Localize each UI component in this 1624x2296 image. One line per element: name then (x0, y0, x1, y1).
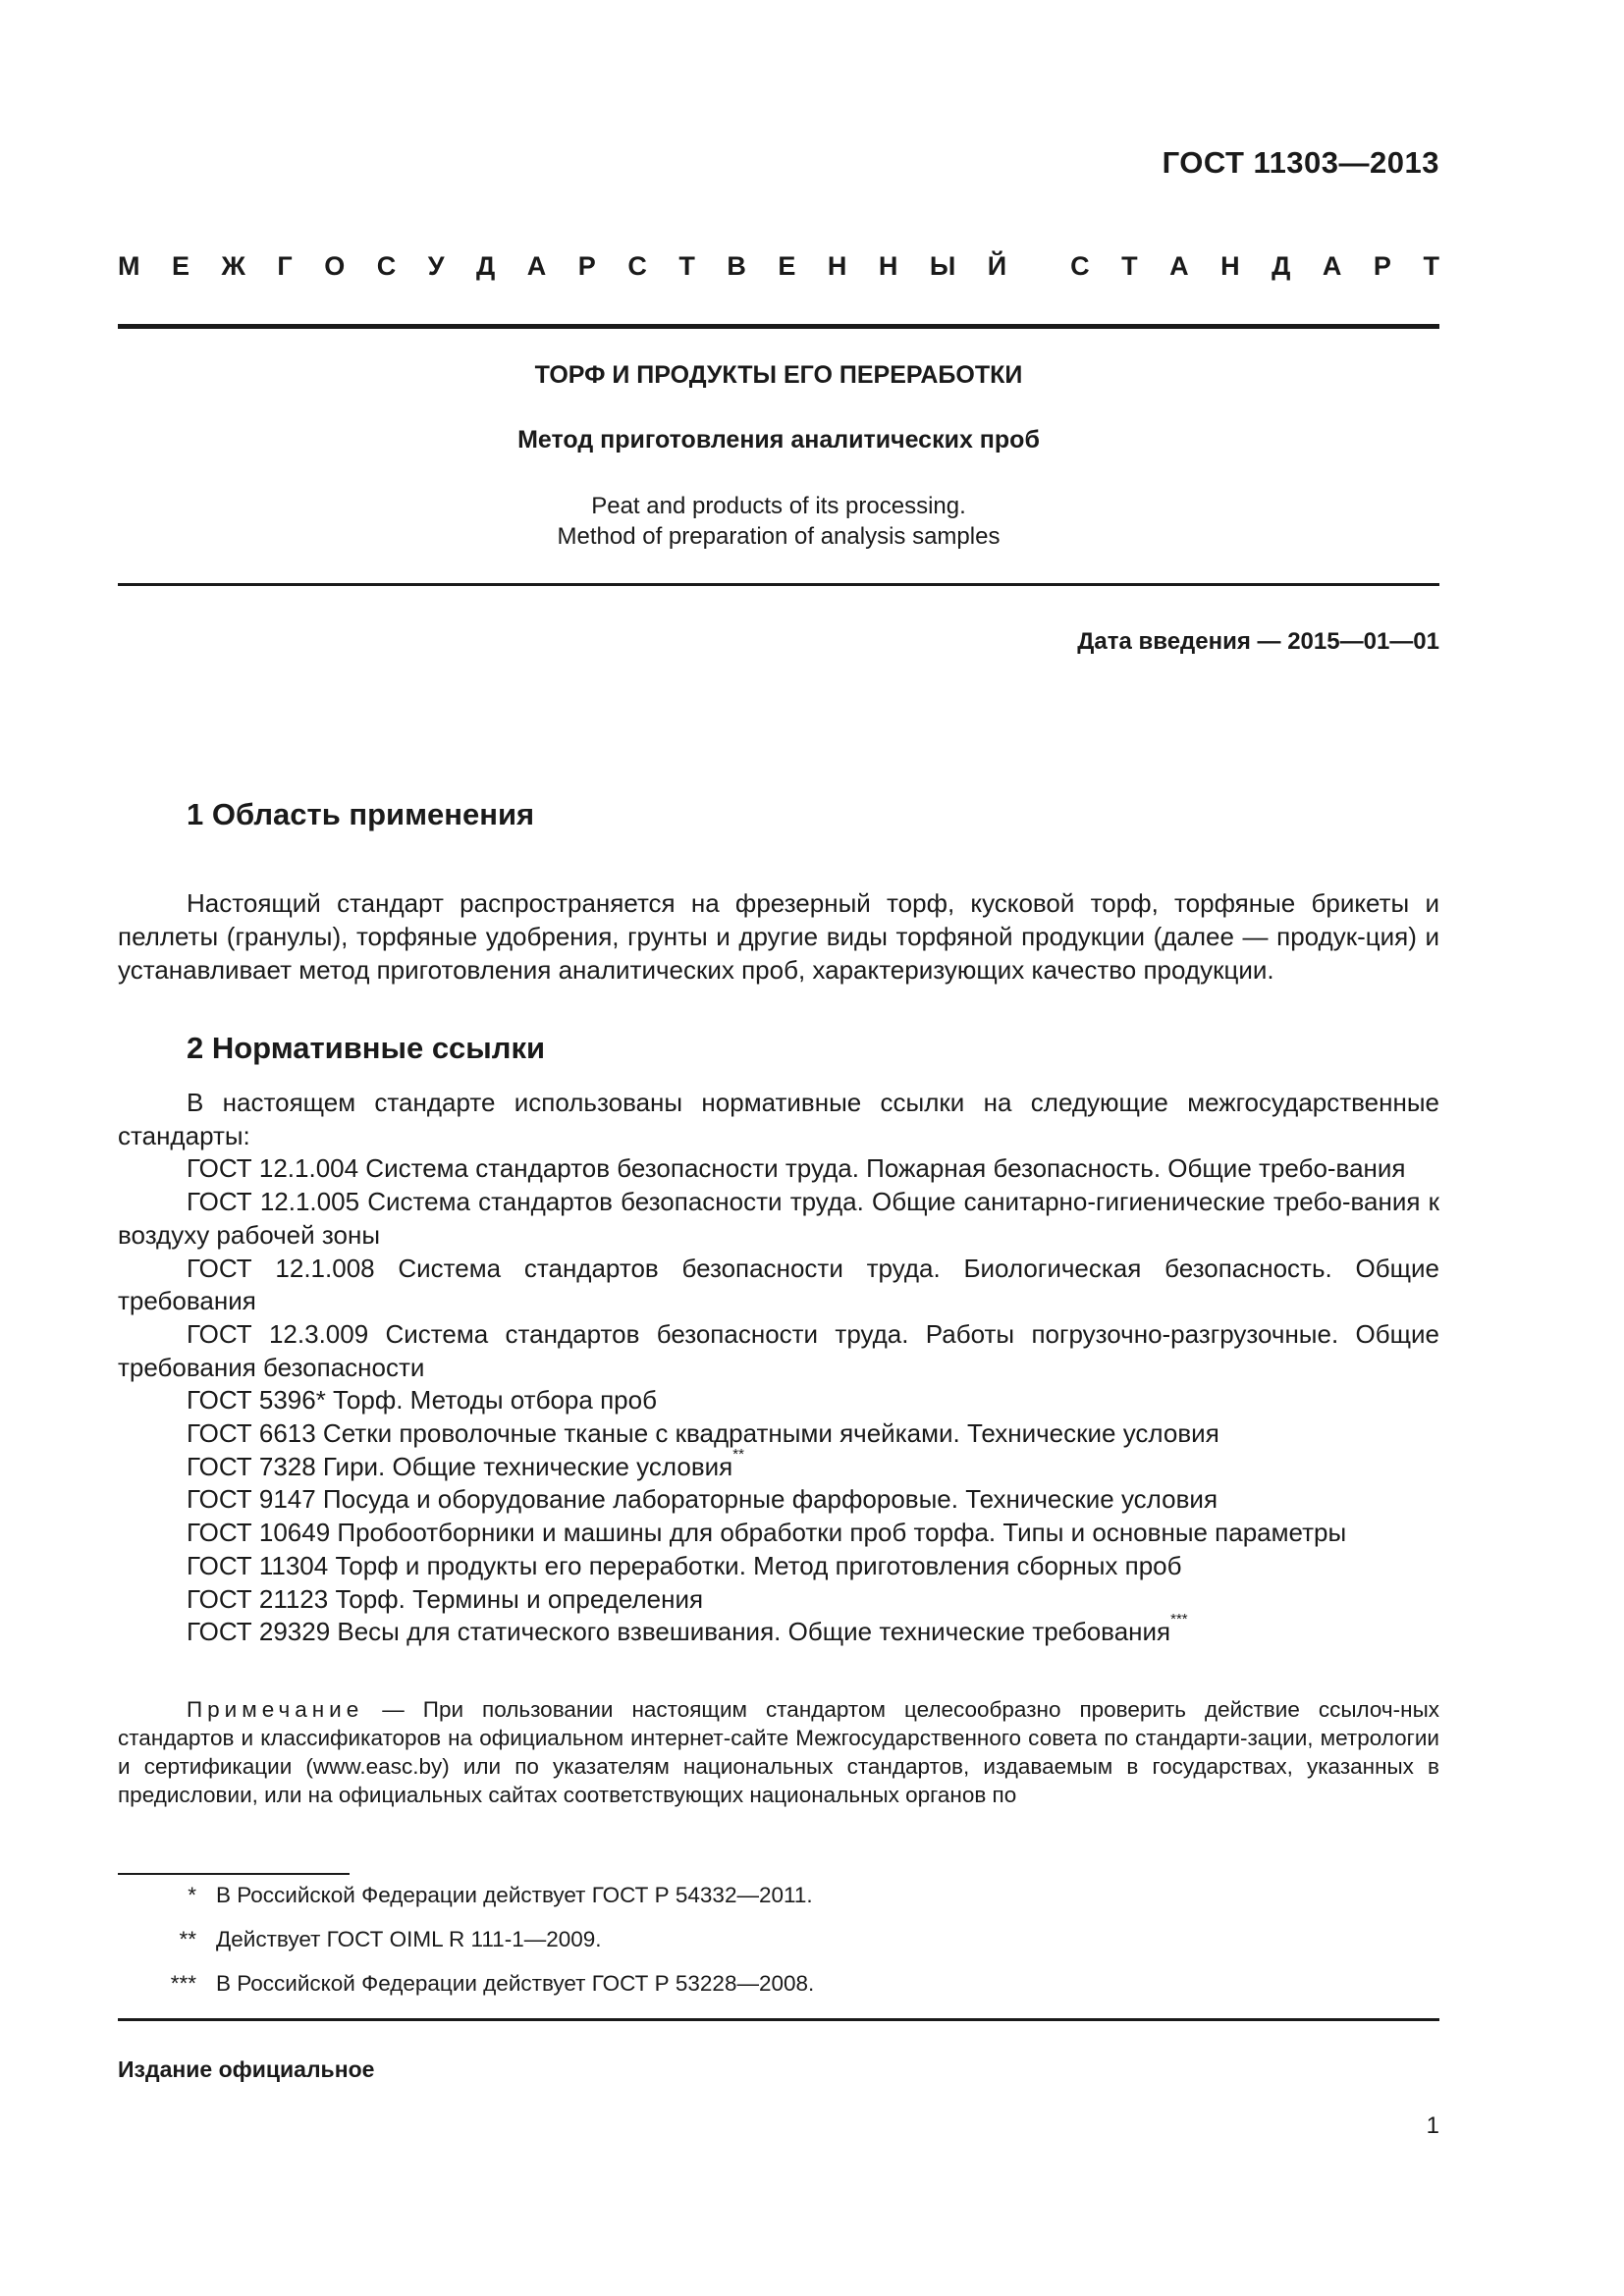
note-paragraph (118, 1695, 1439, 1809)
reference-item (118, 1253, 1439, 1318)
banner-letter: Д (1272, 251, 1291, 281)
document-number: ГОСТ 11303—2013 (1162, 145, 1439, 180)
reference-item (118, 1384, 1439, 1417)
section-1-text-content: Настоящий стандарт распространяется на фрезерный торф, кусковой торф, торфяные брикеты и пеллеты (гранулы), торфяные удобрения, грунты и другие виды торфяной продукции (далее — продук-ция) и устанавливает метод приготовления аналитических проб, характеризующих качество продукции. (118, 888, 1439, 985)
banner-letter: Й (987, 251, 1007, 281)
reference-text: ГОСТ 10649 Пробоотборники и машины для обработки проб торфа. Типы и основные параметры (187, 1518, 1347, 1548)
reference-text: ГОСТ 11304 Торф и продукты его переработки. Метод приготовления сборных проб (187, 1550, 1182, 1580)
banner-letter: Ж (221, 251, 245, 281)
banner-letter: А (1322, 251, 1342, 281)
banner-letter: А (1169, 251, 1189, 281)
section-2-heading: 2 Нормативные ссылки (187, 1031, 546, 1065)
reference-text: ГОСТ 12.1.004 Система стандартов безопасности труда. Пожарная безопасность. Общие требо-вания (187, 1153, 1406, 1184)
reference-text: ГОСТ 6613 Сетки проволочные тканые с квадратными ячейками. Технические условия (187, 1418, 1219, 1449)
title-russian: ТОРФ И ПРОДУКТЫ ЕГО ПЕРЕРАБОТКИ (534, 361, 1023, 389)
footnote-marker: ** (732, 1445, 744, 1463)
banner-letter: Е (172, 251, 190, 281)
reference-item (118, 1483, 1439, 1517)
banner-letter: А (526, 251, 547, 281)
reference-item (118, 1186, 1439, 1252)
reference-item (118, 1445, 1439, 1484)
reference-item (118, 1417, 1439, 1451)
footnote-text: Действует ГОСТ OIML R 111-1—2009. (216, 1927, 602, 1951)
references-intro: В настоящем стандарте использованы нормативные ссылки на следующие межгосударственные стандарты: (118, 1088, 1439, 1150)
banner-letter: Т (678, 251, 695, 281)
introduction-date: Дата введения — 2015—01—01 (1077, 628, 1439, 655)
footnote-mark: ** (179, 1927, 196, 1951)
normative-references (118, 1087, 1439, 1649)
banner-letter: Н (827, 251, 847, 281)
header-rule (118, 324, 1439, 329)
footnote-mark: *** (170, 1971, 196, 1996)
banner-letter: Д (476, 251, 496, 281)
note-label: Примечание (187, 1697, 364, 1722)
banner-letter: С (627, 251, 647, 281)
section-1-heading: 1 Область применения (187, 797, 535, 831)
reference-item (118, 1152, 1439, 1186)
reference-item (118, 1318, 1439, 1384)
reference-text: ГОСТ 12.1.005 Система стандартов безопасности труда. Общие санитарно-гигиенические требо-вания к воздуху рабочей зоны (118, 1187, 1439, 1250)
title-english-line-2: Method of preparation of analysis samples (557, 523, 1001, 550)
banner-letter: В (727, 251, 746, 281)
title-rule (118, 583, 1439, 586)
page-number: 1 (1426, 2112, 1439, 2139)
banner-letter: С (376, 251, 397, 281)
reference-item (118, 1611, 1439, 1649)
reference-text: ГОСТ 12.3.009 Система стандартов безопасности труда. Работы погрузочно-разгрузочные. Общие требования безопасности (118, 1318, 1439, 1382)
reference-item (118, 1550, 1439, 1583)
banner-letter: С (1070, 251, 1090, 281)
reference-item (118, 1583, 1439, 1617)
footnote-marker: *** (1170, 1611, 1188, 1629)
banner-letter: Ы (929, 251, 956, 281)
banner-letter: Н (1220, 251, 1240, 281)
banner-letter: Р (577, 251, 596, 281)
banner-letter: Е (778, 251, 796, 281)
note-text: — При пользовании настоящим стандартом целесообразно проверить действие ссылоч-ных стандартов и классификаторов на официальном интернет-сайте Межгосударственного совета по стандарти-зации, метрологии и сертификации (www.easc.by) или по указателям национальных стандартов, издаваемым в государствах, указанных в предисловии, или на официальных сайтах соответствующих национальных органов по (118, 1697, 1439, 1807)
footnote-mark: * (188, 1883, 196, 1907)
official-edition-label: Издание официальное (118, 2056, 375, 2082)
subtitle-russian: Метод приготовления аналитических проб (517, 426, 1040, 454)
footnote-text: В Российской Федерации действует ГОСТ Р 54332—2011. (216, 1883, 813, 1907)
banner-letter: Т (1423, 251, 1439, 281)
footnote-rule (118, 1873, 350, 1875)
title-english-line-1: Peat and products of its processing. (591, 493, 966, 519)
title-english (118, 491, 1439, 552)
reference-text: ГОСТ 29329 Весы для статического взвешивания. Общие технические требования (187, 1617, 1171, 1647)
footnote-text: В Российской Федерации действует ГОСТ Р 53228—2008. (216, 1971, 815, 1996)
banner-letter: Р (1373, 251, 1391, 281)
reference-text: ГОСТ 21123 Торф. Термины и определения (187, 1583, 704, 1614)
banner-letter: О (324, 251, 346, 281)
section-1-text (118, 886, 1439, 987)
reference-text: ГОСТ 12.1.008 Система стандартов безопасности труда. Биологическая безопасность. Общие требования (118, 1253, 1439, 1316)
banner-letter: У (427, 251, 445, 281)
reference-item (118, 1517, 1439, 1550)
footer-rule (118, 2018, 1439, 2021)
reference-text: ГОСТ 7328 Гири. Общие технические условия (187, 1451, 733, 1481)
banner-letter: Г (277, 251, 293, 281)
footnotes (0, 1883, 1624, 2020)
reference-text: ГОСТ 9147 Посуда и оборудование лабораторные фарфоровые. Технические условия (187, 1484, 1218, 1515)
banner-letter: М (118, 251, 140, 281)
banner-letter: Т (1121, 251, 1138, 281)
banner-letter: Н (878, 251, 898, 281)
reference-text: ГОСТ 5396* Торф. Методы отбора проб (187, 1385, 657, 1415)
interstate-standard-banner (118, 251, 1439, 282)
